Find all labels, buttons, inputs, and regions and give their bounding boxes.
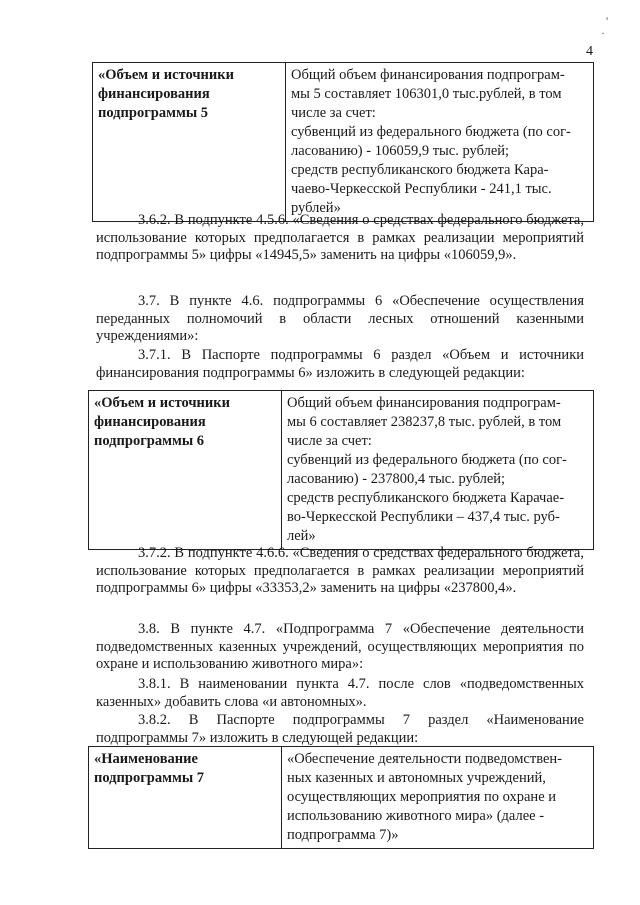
table-line: осуществляющих мероприятия по охране и <box>287 789 557 805</box>
scan-mark: · <box>601 26 605 40</box>
paragraph-3-6-2 <box>96 212 584 265</box>
table-label-cell: «Объем и источники финансирования подпрограммы 6 <box>89 391 282 550</box>
paragraph-3-7-2 <box>96 545 584 598</box>
table-label-cell: «Объем и источники финансирования подпрограммы 5 <box>93 63 286 222</box>
paragraph-text: 3.7.2. В подпункте 4.6.6. «Сведения о средствах федерального бюджета, использование которых предполагается в рамках реализации мероприятий подпрограммы 6» цифры «33353,2» заменить на цифры «237800,4». <box>96 545 584 596</box>
paragraph-3-7-1 <box>96 347 584 382</box>
table-line: средств республиканского бюджета Кара- <box>291 162 549 178</box>
scan-mark: ' <box>606 14 609 28</box>
table-line: использованию животного мира» (далее - <box>287 808 545 824</box>
paragraph-3-8 <box>96 621 584 674</box>
page-number: 4 <box>586 44 593 59</box>
table-line: субвенций из федерального бюджета (по сог- <box>287 452 567 468</box>
paragraph-3-7 <box>96 293 584 346</box>
paragraph-text: 3.8. В пункте 4.7. «Подпрограмма 7 «Обеспечение деятельности подведомственных казенных учреждений, осуществляющих мероприятия по охране и использованию животного мира»: <box>96 621 584 672</box>
table-line: во-Черкесской Республики – 437,4 тыс. руб- <box>287 509 560 525</box>
table-line: числе за счет: <box>287 433 372 449</box>
paragraph-text: 3.8.1. В наименовании пункта 4.7. после слов «подведомственных казенных» добавить слова «и автономных». <box>96 676 584 710</box>
table-line: чаево-Черкесской Республики - 241,1 тыс. <box>291 181 552 197</box>
table-line: подпрограмма 7)» <box>287 827 399 843</box>
table-financing-subprogram-5 <box>92 62 594 222</box>
paragraph-3-8-2 <box>96 712 584 747</box>
table-line: числе за счет: <box>291 105 376 121</box>
table-value-cell <box>282 391 594 550</box>
table-line: рублей» <box>291 200 341 216</box>
table-line: Общий объем финансирования подпрограм- <box>287 395 561 411</box>
paragraph-3-8-1 <box>96 676 584 711</box>
table-line: ных казенных и автономных учреждений, <box>287 770 546 786</box>
table-line: «Обеспечение деятельности подведомствен- <box>287 751 562 767</box>
table-value-cell <box>286 63 594 222</box>
table-line: субвенций из федерального бюджета (по сог- <box>291 124 571 140</box>
paragraph-text: 3.8.2. В Паспорте подпрограммы 7 раздел «Наименование подпрограммы 7» изложить в следующей редакции: <box>96 712 584 746</box>
paragraph-text: 3.6.2. В подпункте 4.5.6. «Сведения о средствах федерального бюджета, использование которых предполагается в рамках реализации мероприятий подпрограммы 5» цифры «14945,5» заменить на цифры «106059,9». <box>96 212 584 263</box>
table-name-subprogram-7 <box>88 746 594 849</box>
table-line: мы 5 составляет 106301,0 тыс.рублей, в том <box>291 86 562 102</box>
table-line: мы 6 составляет 238237,8 тыс. рублей, в том <box>287 414 562 430</box>
table-line: ласованию) - 106059,9 тыс. рублей; <box>291 143 510 159</box>
table-line: лей» <box>287 528 316 544</box>
table-label-cell: «Наименование подпрограммы 7 <box>89 747 282 849</box>
table-line: ласованию) - 237800,4 тыс. рублей; <box>287 471 506 487</box>
table-value-cell <box>282 747 594 849</box>
paragraph-text: 3.7.1. В Паспорте подпрограммы 6 раздел «Объем и источники финансирования подпрограммы 6» изложить в следующей редакции: <box>96 347 584 381</box>
table-financing-subprogram-6 <box>88 390 594 550</box>
table-line: средств республиканского бюджета Карачае- <box>287 490 565 506</box>
table-line: Общий объем финансирования подпрограм- <box>291 67 565 83</box>
paragraph-text: 3.7. В пункте 4.6. подпрограммы 6 «Обеспечение осуществления переданных полномочий в области лесных отношений казенными учреждениями»: <box>96 293 584 344</box>
